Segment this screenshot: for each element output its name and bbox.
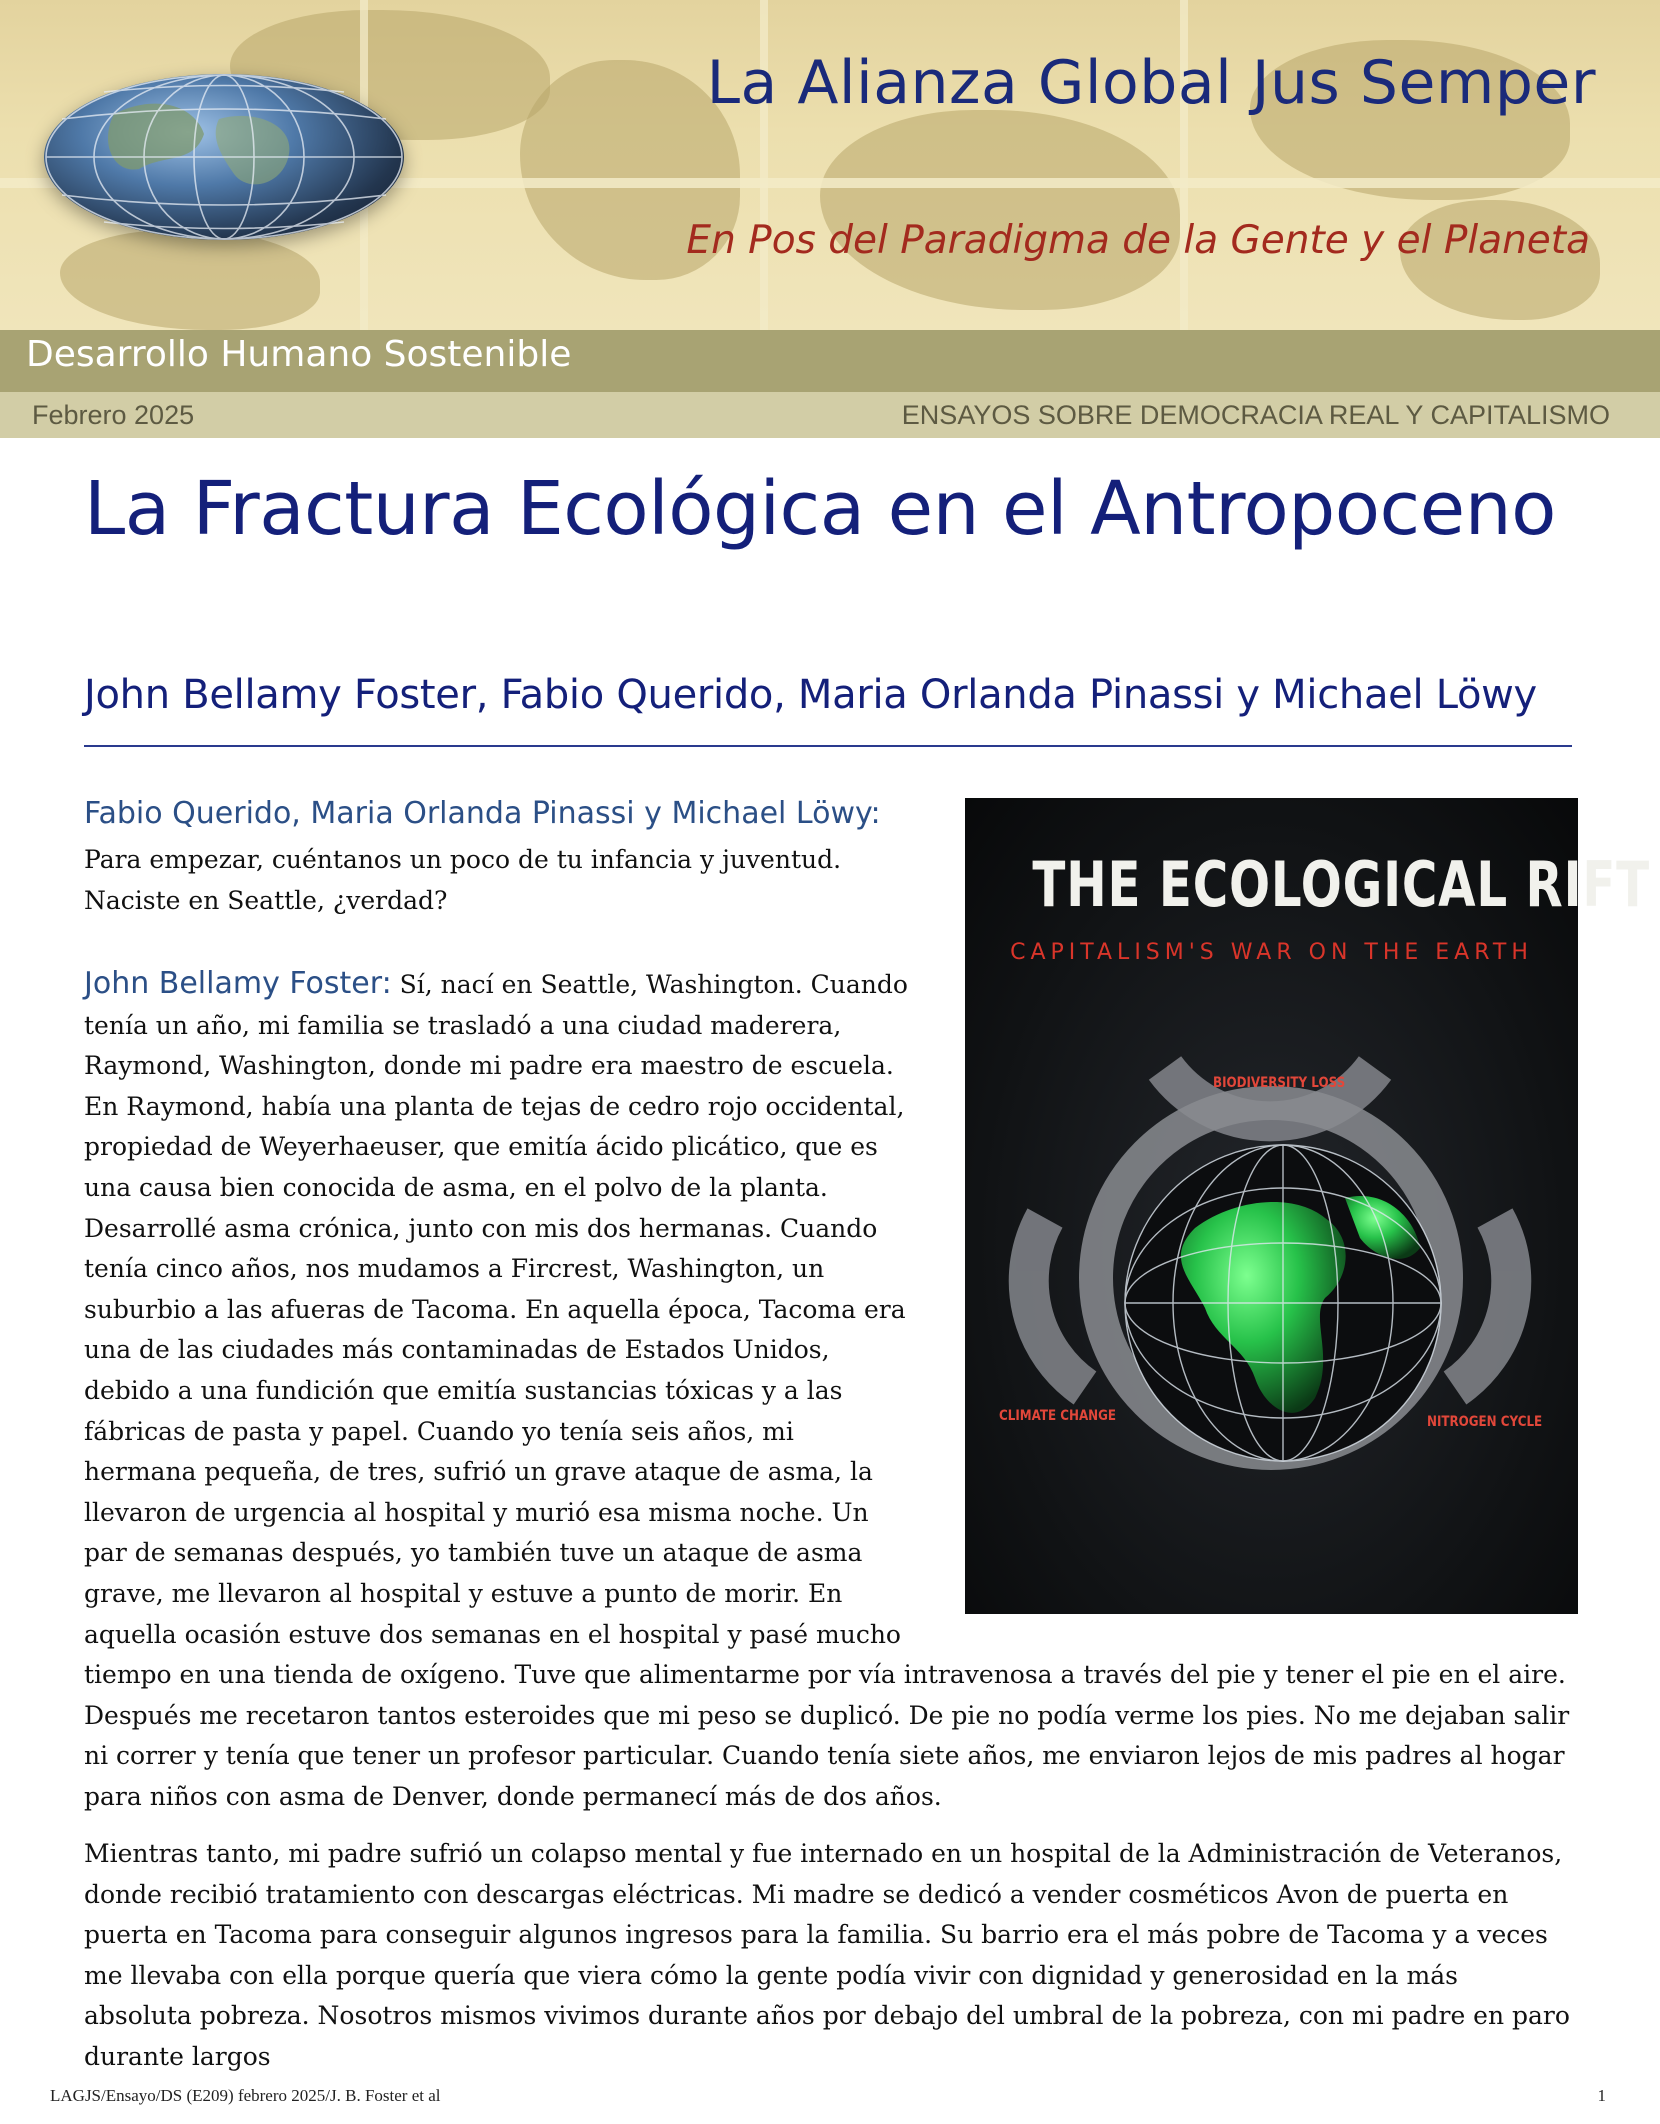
- question-text: Para empezar, cuéntanos un poco de tu infancia y juventud. Naciste en Seattle, ¿verdad?: [84, 845, 842, 915]
- body-paragraph-2: Mientras tanto, mi padre sufrió un colapso mental y fue internado en un hospital de la Administración de Veteranos, donde recibió tratamiento con descargas eléctricas. Mi madre se dedicó a vender cosméticos Avon de puerta en puerta en Tacoma para conseguir algunos ingresos para la familia. Su barrio era el más pobre de Tacoma y a veces me llevaba con ella porque quería que viera cómo la gente podía vivir con dignidad y generosidad en la más absoluta pobreza. Nosotros mismos vivimos durante años por debajo del umbral de la pobreza, con mi padre en paro durante largos: [84, 1839, 1570, 2071]
- cover-title: THE ECOLOGICAL RIFT: [1032, 848, 1650, 921]
- header-banner: [0, 0, 1660, 330]
- divider: [84, 745, 1572, 747]
- map-continent-shape: [60, 230, 320, 330]
- footer-citation: LAGJS/Ensayo/DS (E209) febrero 2025/J. B. Foster et al: [50, 2086, 441, 2105]
- site-title: La Alianza Global Jus Semper: [706, 48, 1596, 118]
- cover-label-biodiversity: BIODIVERSITY LOSS: [1213, 1075, 1346, 1091]
- globe-logo-icon: [44, 74, 404, 240]
- cover-subtitle: CAPITALISM'S WAR ON THE EARTH: [1010, 940, 1533, 965]
- answer-paragraph: [84, 964, 1572, 1817]
- question-speaker: Fabio Querido, Maria Orlanda Pinassi y Michael Löwy:: [84, 796, 881, 831]
- article-title: La Fractura Ecológica en el Antropoceno: [84, 466, 1556, 552]
- page-number: 1: [1597, 2086, 1606, 2105]
- article-authors: John Bellamy Foster, Fabio Querido, Maria Orlanda Pinassi y Michael Löwy: [84, 672, 1537, 718]
- cover-label-climate: CLIMATE CHANGE: [999, 1408, 1117, 1424]
- answer-text: Sí, nací en Seattle, Washington. Cuando tenía un año, mi familia se trasladó a una ciudad maderera, Raymond, Washington, donde mi padre era maestro de escuela. En Raymond, había una planta de tejas de cedro rojo occidental, propiedad de Weyerhaeuser, que emitía ácido plicático, que es una causa bien conocida de asma, en el polvo de la planta. Desarrollé asma crónica, junto con mis dos hermanas. Cuando tenía cinco años, nos mudamos a Fircrest, Washington, un suburbio a las afueras de Tacoma. En aquella época, Tacoma era una de las ciudades más contaminadas de Estados Unidos, debido a una fundición que emitía sustancias tóxicas y a las fábricas de pasta y papel. Cuando yo tenía seis años, mi hermana pequeña, de tres, sufrió un grave ataque de asma, la llevaron de urgencia al hospital y murió esa misma noche. Un par de semanas después, yo también tuve un ataque de asma grave, me llevaron al hospital y estuve a punto de morir. En aquella ocasión estuve dos semanas en el hospital y pasé mucho tiempo en una tienda de oxígeno. Tuve que alimentarme por vía intravenosa a través del pie y tener el pie en el aire. Después me recetaron tantos esteroides que mi peso se duplicó. De pie no podía verme los pies. No me dejaban salir ni correr y tenía que tener un profesor particular. Cuando tenía siete años, me enviaron lejos de mis padres al hogar para niños con asma de Denver, donde permanecí más de dos años.: [84, 970, 1570, 1811]
- map-continent-shape: [820, 110, 1180, 310]
- answer-speaker: John Bellamy Foster:: [84, 966, 392, 1001]
- cover-wrap-spacer: [910, 964, 1572, 1634]
- publication-date: Febrero 2025: [32, 400, 195, 430]
- site-subtitle: En Pos del Paradigma de la Gente y el Planeta: [686, 218, 1590, 263]
- section-name: Desarrollo Humano Sostenible: [26, 334, 572, 375]
- cover-label-nitrogen: NITROGEN CYCLE: [1427, 1414, 1543, 1430]
- series-name: ENSAYOS SOBRE DEMOCRACIA REAL Y CAPITALISMO: [901, 400, 1610, 430]
